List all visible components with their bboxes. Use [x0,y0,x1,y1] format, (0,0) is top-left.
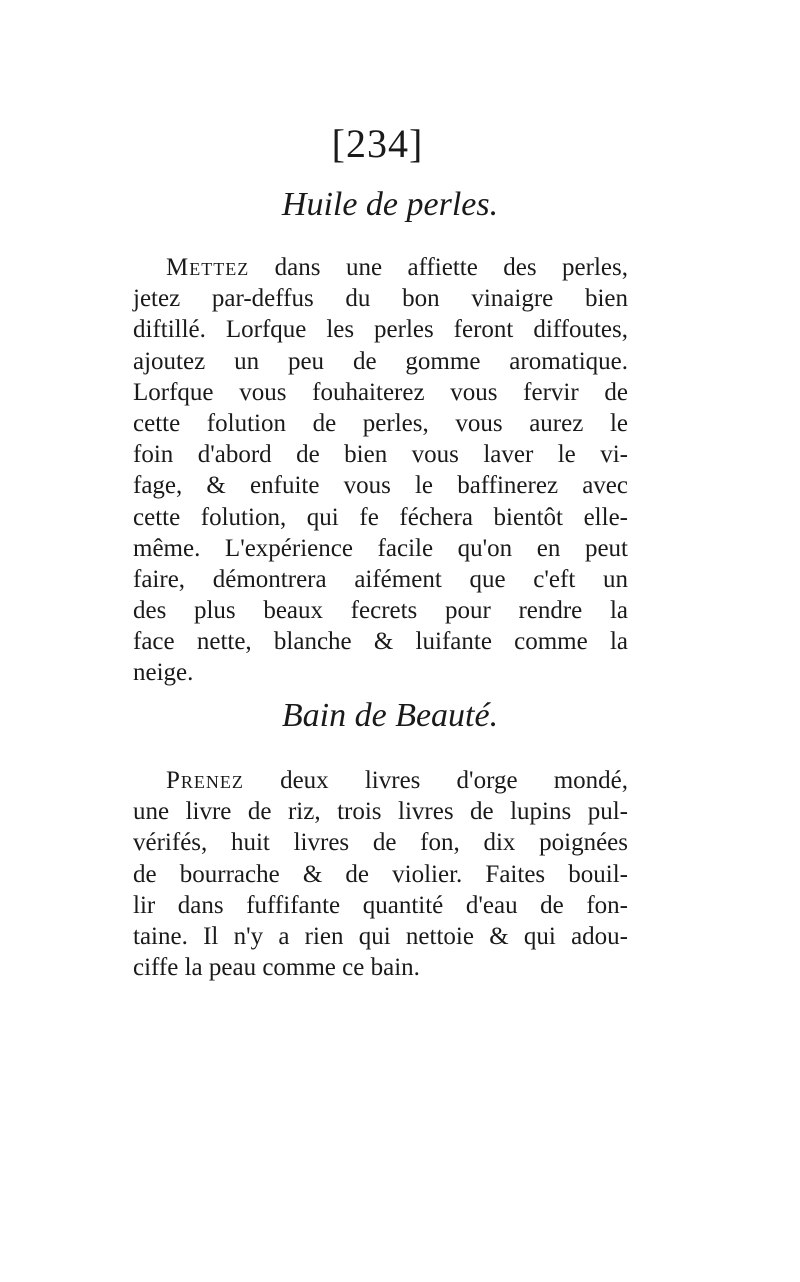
line-text: dans une affiette des perles, [249,254,628,281]
paragraph-line: jetez par-deffus du bon vinaigre bien [133,285,628,313]
section-title-bain-de-beaute: Bain de Beauté. [281,697,499,734]
paragraph-line [133,252,628,283]
paragraph-line: diftillé. Lorfque les perles feront diffoutes, [133,316,628,344]
paragraph-line: Lorfque vous fouhaiterez vous fervir de [133,378,628,406]
paragraph-line: taine. Il n'y a rien qui nettoie & qui adou- [133,922,628,950]
paragraph-line: de bourrache & de violier. Faites bouil- [133,860,628,888]
paragraph-line: face nette, blanche & luifante comme la [133,628,628,656]
paragraph-bain-de-beaute [133,765,628,983]
lead-word: Prenez [166,767,244,794]
paragraph-line: neige. [133,659,194,687]
page-number: [234] [331,121,424,166]
line-text: deux livres d'orge mondé, [243,767,628,794]
paragraph-line: lir dans fuffifante quantité d'eau de fon- [133,891,628,919]
paragraph-line: fage, & enfuite vous le baffinerez avec [133,472,628,500]
paragraph-line: faire, démontrera aifément que c'eft un [133,565,628,593]
section-title-huile-de-perles: Huile de perles. [281,186,499,223]
paragraph-line: cette folution, qui fe féchera bientôt elle- [133,503,628,531]
paragraph-line: des plus beaux fecrets pour rendre la [133,597,628,625]
paragraph-line: ciffe la peau comme ce bain. [133,954,420,982]
paragraph-huile-de-perles [133,252,628,689]
paragraph-line: cette folution de perles, vous aurez le [133,409,628,437]
paragraph-line: une livre de riz, trois livres de lupins pul- [133,798,628,826]
paragraph-line [133,765,628,796]
paragraph-line: foin d'abord de bien vous laver le vi- [133,441,628,469]
paragraph-line: même. L'expérience facile qu'on en peut [133,534,628,562]
lead-word: Mettez [166,254,250,281]
paragraph-line: vérifés, huit livres de fon, dix poignées [133,829,628,857]
paragraph-line: ajoutez un peu de gomme aromatique. [133,347,628,375]
